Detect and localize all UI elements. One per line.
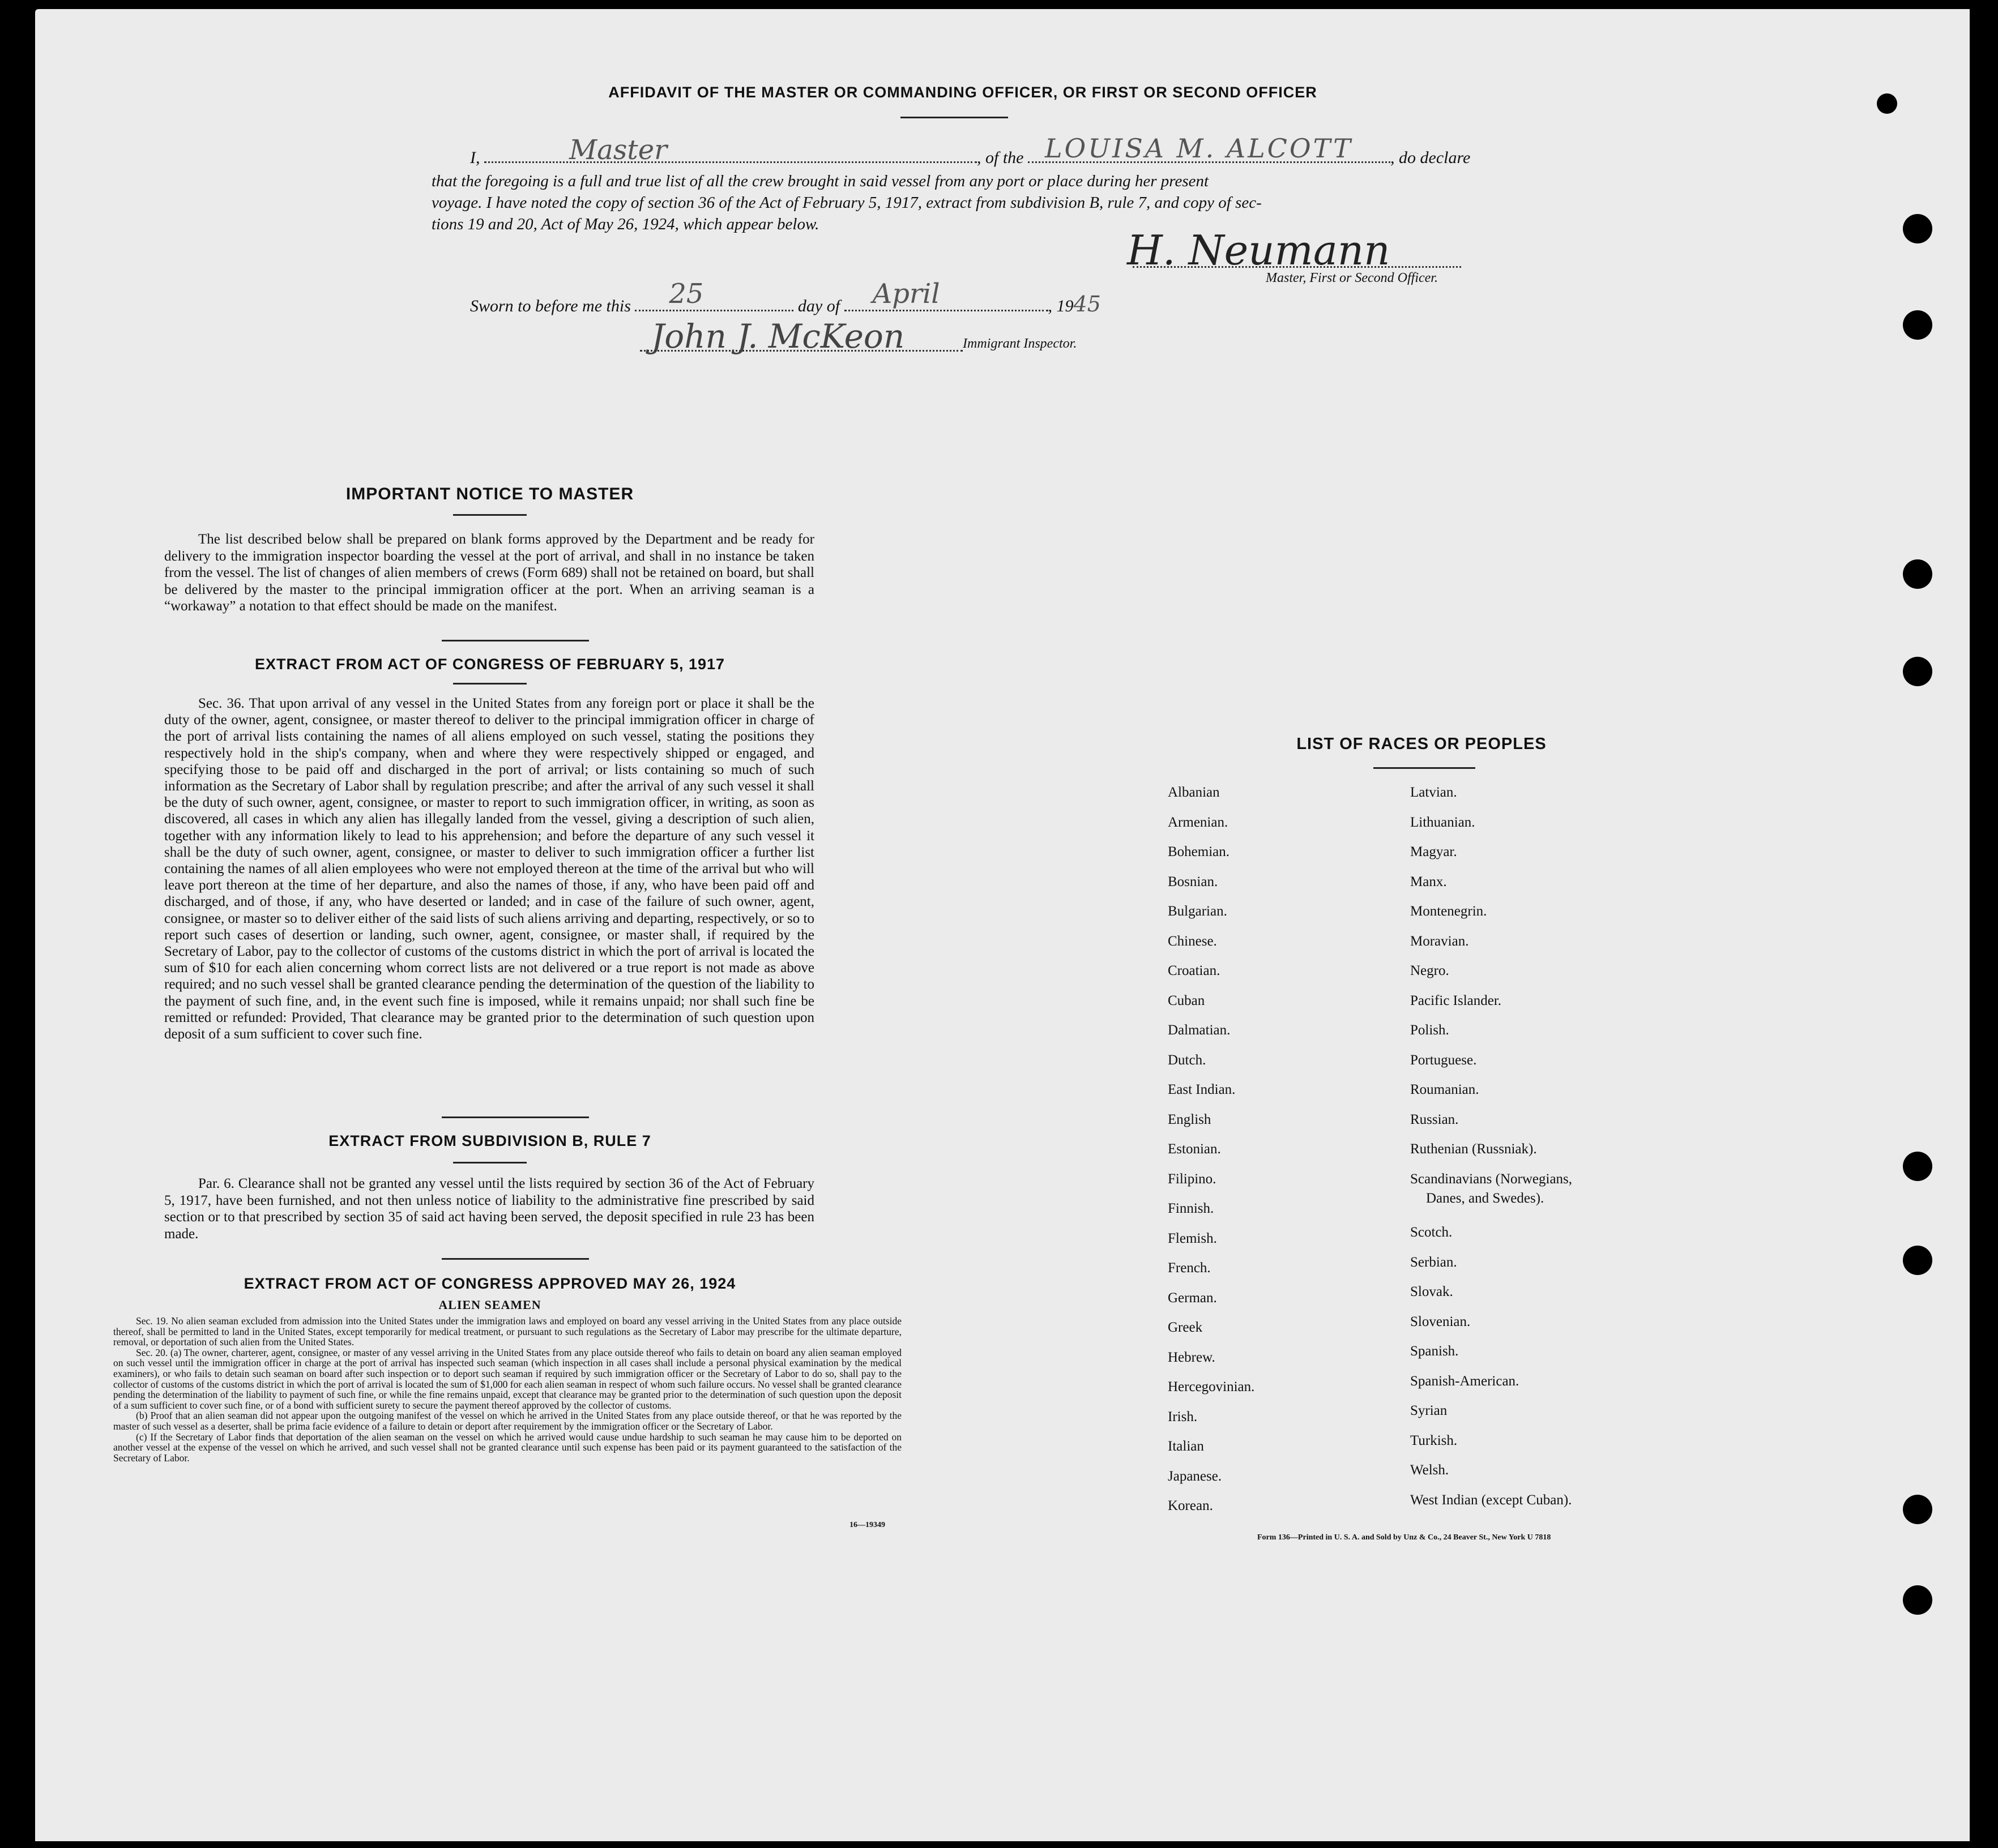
declaration-line-4: tions 19 and 20, Act of May 26, 1924, which appear below. bbox=[432, 215, 819, 233]
race-entry: English bbox=[1168, 1111, 1211, 1127]
punch-hole bbox=[1903, 657, 1932, 686]
vessel-handwritten: LOUISA M. ALCOTT bbox=[1045, 133, 1353, 164]
punch-hole bbox=[1903, 1246, 1932, 1275]
race-entry: Slovak. bbox=[1410, 1284, 1453, 1299]
race-entry: Montenegrin. bbox=[1410, 904, 1487, 919]
punch-hole bbox=[1903, 559, 1932, 589]
race-entry: Danes, and Swedes). bbox=[1426, 1191, 1544, 1206]
sec19-text: Sec. 19. No alien seaman excluded from admission into the United States under the immigration laws and employed on board any vessel arriving in the United States from any place outside thereof, shall be permitted to land in the United States, except temporarily for medical treatment, or pursuant to such regulations as the Secretary of Labor may prescribe for the ultimate departure, removal, or deportation of such alien from the United States. bbox=[113, 1315, 902, 1348]
sworn-prefix: Sworn to before me this bbox=[470, 297, 631, 315]
punch-hole bbox=[1903, 310, 1932, 340]
extract1924-text bbox=[113, 1316, 902, 1463]
master-caption: Master, First or Second Officer. bbox=[1266, 271, 1438, 285]
race-entry: Russian. bbox=[1410, 1111, 1459, 1127]
heading-rule bbox=[900, 117, 1008, 118]
sworn-month-field bbox=[844, 278, 1048, 311]
race-entry: Italian bbox=[1168, 1439, 1204, 1454]
races-title: LIST OF RACES OR PEOPLES bbox=[1296, 735, 1547, 753]
declaration-line-2: that the foregoing is a full and true list of all the crew brought in said vessel from any port or place during her present bbox=[432, 172, 1209, 190]
race-entry: German. bbox=[1168, 1290, 1217, 1306]
notice-title: IMPORTANT NOTICE TO MASTER bbox=[345, 485, 634, 503]
race-entry: Chinese. bbox=[1168, 933, 1217, 949]
race-entry: Irish. bbox=[1168, 1409, 1198, 1424]
punch-hole bbox=[1903, 1495, 1932, 1524]
printer-footer: Form 136—Printed in U. S. A. and Sold by Unz & Co., 24 Beaver St., New York U 7818 bbox=[1257, 1533, 1551, 1542]
declaration-line-1 bbox=[470, 133, 1471, 168]
do-declare-label: , do declare bbox=[1390, 148, 1471, 167]
sworn-day-field bbox=[635, 278, 793, 311]
section-divider bbox=[442, 1258, 589, 1260]
race-entry: Cuban bbox=[1168, 993, 1205, 1008]
notice-rule bbox=[453, 514, 527, 516]
race-entry: Portuguese. bbox=[1410, 1052, 1477, 1068]
rank-handwritten: Master bbox=[569, 134, 668, 166]
race-entry: Bosnian. bbox=[1168, 874, 1218, 889]
race-entry: Slovenian. bbox=[1410, 1314, 1471, 1329]
extract1924-subtitle: ALIEN SEAMEN bbox=[438, 1298, 541, 1312]
section-divider bbox=[442, 640, 589, 641]
race-entry: French. bbox=[1168, 1260, 1211, 1276]
sworn-month: April bbox=[872, 278, 940, 310]
extract-rule7-rule bbox=[453, 1162, 527, 1163]
race-entry: West Indian (except Cuban). bbox=[1410, 1492, 1572, 1508]
extract-rule7-title: EXTRACT FROM SUBDIVISION B, RULE 7 bbox=[328, 1132, 651, 1149]
inspector-signature: John J. McKeon bbox=[651, 317, 905, 356]
sec20a-text: Sec. 20. (a) The owner, charterer, agent, consignee, or master of any vessel arriving in the United States from any place outside thereof who fails to detain on board any alien seaman employed on such vessel until the immigration officer in charge at the port of arrival has inspected such seaman (which inspection in all cases shall include a personal physical examination by the medical examiners), or who fails to detain such seaman on board after such inspection or to deport such seaman if required by such immigration officer or the Secretary of Labor to do so, shall pay to the collector of customs of the customs district in which the port of arrival is located the sum of $1,000 for each alien seaman in respect of whom such failure occurs. No vessel shall be granted clearance pending the determination of the liability to payment of such fine, or while the fine remains unpaid, except that clearance may be granted prior to the determination of such question upon the deposit of a sum sufficient to cover such fine, or of a bond with sufficient surety to secure the payment thereof approved by the collector of customs. bbox=[113, 1346, 902, 1411]
of-the-label: , of the bbox=[977, 148, 1024, 167]
year-handwritten: 45 bbox=[1073, 292, 1101, 316]
race-entry: Welsh. bbox=[1410, 1462, 1449, 1478]
punch-hole bbox=[1903, 1585, 1932, 1615]
race-entry: Finnish. bbox=[1168, 1201, 1214, 1216]
form-code: 16—19349 bbox=[849, 1521, 885, 1529]
race-entry: Filipino. bbox=[1168, 1171, 1216, 1187]
race-entry: Hebrew. bbox=[1168, 1349, 1215, 1365]
day-of-label: day of bbox=[797, 297, 840, 315]
extract-rule7-text: Par. 6. Clearance shall not be granted any vessel until the lists required by section 36 of the Act of February 5, 1917, have been furnished, and not then unless notice of liability to the administrative fine prescribed by said section or to that prescribed by section 35 of said act having been served, the deposit specified in rule 23 has been made. bbox=[164, 1176, 814, 1242]
race-entry: Latvian. bbox=[1410, 785, 1457, 800]
race-entry: Ruthenian (Russniak). bbox=[1410, 1141, 1537, 1157]
sworn-day: 25 bbox=[669, 278, 704, 310]
race-entry: Lithuanian. bbox=[1410, 814, 1475, 830]
race-entry: Estonian. bbox=[1168, 1141, 1221, 1157]
race-entry: Manx. bbox=[1410, 874, 1447, 889]
race-entry: Pacific Islander. bbox=[1410, 993, 1502, 1008]
race-entry: Turkish. bbox=[1410, 1432, 1458, 1448]
sec20b-text: (b) Proof that an alien seaman did not appear upon the outgoing manifest of the vessel on which he arrived in the United States from any place outside thereof, or that he was reported by the master of such vessel as a deserter, shall be prima facie evidence of a failure to detain or deport after requirement by the immigration officer or the Secretary of Labor. bbox=[113, 1410, 902, 1432]
race-entry: Syrian bbox=[1410, 1403, 1448, 1418]
races-right-column bbox=[1410, 785, 1572, 1522]
race-entry: Serbian. bbox=[1410, 1254, 1457, 1270]
race-entry: Bulgarian. bbox=[1168, 904, 1227, 919]
race-entry: Roumanian. bbox=[1410, 1082, 1479, 1097]
extract1917-rule bbox=[453, 683, 527, 685]
vessel-field bbox=[1028, 133, 1390, 164]
extract1917-text: Sec. 36. That upon arrival of any vessel in the United States from any foreign port or place it shall be the duty of the owner, agent, consignee, or master thereof to deliver to the principal immigration officer in charge of the port of arrival lists containing the names of all aliens employed on such vessel, stating the positions they respectively hold in the ship's company, when and where they were respectively shipped or engaged, and specifying those to be paid off and discharged in the port of arrival; or lists containing so much of such information as the Secretary of Labor shall by regulation prescribe; and after the arrival of any such vessel it shall be the duty of such owner, agent, consignee, or master to report to such immigration officer, in writing, as soon as discovered, all cases in which any alien has illegally landed from the vessel, giving a description of such alien, together with any information likely to lead to his apprehension; and before the departure of any such vessel it shall be the duty of such owner, agent, consignee, or master to deliver to such immigration officer a further list containing the names of all alien employees who were not employed thereon at the time of the arrival but who will leave port thereon at the time of her departure, and also the names of those, if any, who have been paid off and discharged, and of those, if any, who have deserted or landed; and in case of the failure of such owner, agent, consignee, or master so to deliver either of the said lists of such aliens arriving and departing, respectively, or so to report such cases of desertion or landing, such owner, agent, consignee, or master shall, if required by the Secretary of Labor, pay to the collector of customs of the customs district in which the port of arrival is located the sum of $10 for each alien concerning whom correct lists are not delivered or a true report is not made as above required; and no such vessel shall be granted clearance pending the determination of the question of the liability to the payment of such fine, and, in the event such fine is imposed, while it remains unpaid; nor shall such fine be remitted or refunded: Provided, That clearance may be granted prior to the determination of such question upon deposit of a sum sufficient to cover such fine. bbox=[164, 696, 814, 1042]
race-entry: Croatian. bbox=[1168, 963, 1220, 978]
race-entry: Moravian. bbox=[1410, 933, 1469, 949]
race-entry: Albanian bbox=[1168, 785, 1220, 800]
master-signature: H. Neumann bbox=[1127, 226, 1390, 274]
race-entry: Dalmatian. bbox=[1168, 1023, 1231, 1038]
race-entry: Armenian. bbox=[1168, 814, 1228, 830]
race-entry: Dutch. bbox=[1168, 1052, 1206, 1068]
punch-hole bbox=[1903, 1152, 1932, 1181]
sec20c-text: (c) If the Secretary of Labor finds that deportation of the alien seaman on the vessel on which he arrived would cause undue hardship to such seaman he may cause him to be deported on another vessel at the expense of the vessel on which he arrived, and such vessel shall not be granted clearance until such expense has been paid or its payment guaranteed to the satisfaction of the Secretary of Labor. bbox=[113, 1431, 902, 1464]
year-prefix: , 19 bbox=[1048, 297, 1074, 315]
race-entry: Spanish-American. bbox=[1410, 1373, 1519, 1389]
inspector-signature-line bbox=[640, 350, 963, 352]
race-entry: Negro. bbox=[1410, 963, 1449, 978]
inspector-caption: Immigrant Inspector. bbox=[963, 336, 1077, 351]
master-signature-line bbox=[1133, 266, 1461, 268]
punch-hole bbox=[1903, 214, 1932, 243]
affidavit-heading: AFFIDAVIT OF THE MASTER OR COMMANDING OFFICER, OR FIRST OR SECOND OFFICER bbox=[608, 84, 1317, 101]
race-entry: Japanese. bbox=[1168, 1468, 1222, 1484]
sworn-line bbox=[470, 278, 1101, 316]
race-entry: Flemish. bbox=[1168, 1230, 1217, 1246]
race-entry: Scandinavians (Norwegians, bbox=[1410, 1171, 1573, 1187]
punch-hole-small bbox=[1877, 93, 1897, 114]
i-label: I, bbox=[470, 148, 480, 167]
rank-field bbox=[484, 134, 977, 166]
race-entry: Hercegovinian. bbox=[1168, 1379, 1255, 1394]
extract1917-title: EXTRACT FROM ACT OF CONGRESS OF FEBRUARY 5, 1917 bbox=[254, 656, 725, 673]
race-entry: Greek bbox=[1168, 1320, 1203, 1335]
race-entry: Polish. bbox=[1410, 1023, 1449, 1038]
race-entry: Magyar. bbox=[1410, 844, 1457, 859]
race-entry: East Indian. bbox=[1168, 1082, 1236, 1097]
race-entry: Bohemian. bbox=[1168, 844, 1230, 859]
extract1924-title: EXTRACT FROM ACT OF CONGRESS APPROVED MAY 26, 1924 bbox=[244, 1275, 736, 1292]
race-entry: Scotch. bbox=[1410, 1225, 1453, 1240]
races-left-column bbox=[1168, 785, 1254, 1528]
notice-text: The list described below shall be prepared on blank forms approved by the Department and be ready for delivery to the immigration inspector boarding the vessel at the port of arrival, and shall in no instance be taken from the vessel. The list of changes of alien members of crews (Form 689) shall not be retained on board, but shall be delivered by the master to the principal immigration officer at the port. When an arriving seaman is a “workaway” a notation to that effect should be made on the manifest. bbox=[164, 532, 814, 614]
declaration-line-3: voyage. I have noted the copy of section 36 of the Act of February 5, 1917, extract from subdivision B, rule 7, and copy of sec- bbox=[432, 194, 1262, 212]
race-entry: Spanish. bbox=[1410, 1344, 1459, 1359]
races-rule bbox=[1373, 767, 1475, 769]
race-entry: Korean. bbox=[1168, 1498, 1213, 1513]
section-divider bbox=[442, 1116, 589, 1118]
